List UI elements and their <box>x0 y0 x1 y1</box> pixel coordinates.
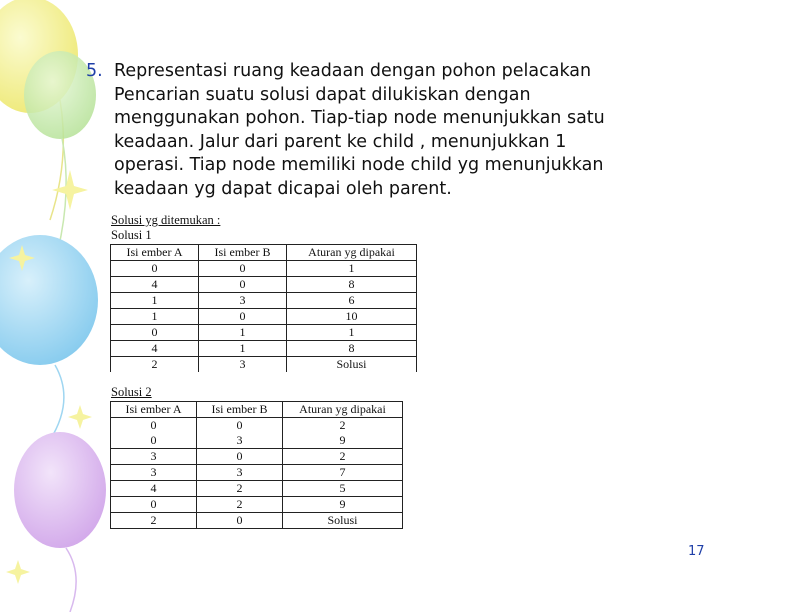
item-heading: Representasi ruang keadaan dengan pohon pelacakan <box>114 61 592 81</box>
item-line: keadaan. Jalur dari parent ke child , menunjukkan 1 <box>114 131 567 152</box>
table-cell: 1 <box>111 309 199 325</box>
table-cell: 9 <box>283 497 403 513</box>
table-cell: 3 <box>111 449 197 465</box>
table-cell: 9 <box>283 433 403 449</box>
table-cell: 2 <box>283 449 403 465</box>
table-cell: 0 <box>111 433 197 449</box>
item-line: operasi. Tiap node memiliki node child yg menunjukkan <box>114 155 604 176</box>
table-cell: 6 <box>287 293 417 309</box>
table-cell: 2 <box>111 513 197 529</box>
header-cell: Isi ember A <box>111 402 197 418</box>
table-row <box>111 325 417 341</box>
item-line: keadaan yg dapat dicapai oleh parent. <box>114 178 452 199</box>
solution2-label: Solusi 2 <box>111 385 152 399</box>
header-cell: Aturan yg dipakai <box>283 402 403 418</box>
page-number: 17 <box>688 544 705 559</box>
table-cell: 2 <box>197 481 283 497</box>
table-row <box>111 293 417 309</box>
table-row <box>111 357 417 373</box>
table-cell: 3 <box>197 465 283 481</box>
table-cell: 0 <box>111 418 197 434</box>
table-cell: 3 <box>111 465 197 481</box>
table-cell: 10 <box>287 309 417 325</box>
item-line: Pencarian suatu solusi dapat dilukiskan dengan <box>114 84 531 105</box>
table-cell: 0 <box>197 449 283 465</box>
table-cell: 0 <box>111 497 197 513</box>
table-cell: 4 <box>111 481 197 497</box>
table-cell: 7 <box>283 465 403 481</box>
table-cell: 3 <box>199 293 287 309</box>
item-line: menggunakan pohon. Tiap-tiap node menunjukkan satu <box>114 108 605 129</box>
table-row <box>111 465 403 481</box>
table-cell: 1 <box>287 261 417 277</box>
table-header-row <box>111 245 417 261</box>
table-cell: 0 <box>199 309 287 325</box>
purple-balloon-icon <box>14 432 106 612</box>
header-cell: Isi ember A <box>111 245 199 261</box>
table-row <box>111 261 417 277</box>
solution1-table <box>110 244 417 372</box>
table-cell: Solusi <box>287 357 417 373</box>
table-cell: 0 <box>197 418 283 434</box>
table-row <box>111 513 403 529</box>
table-row <box>111 433 403 449</box>
blue-balloon-icon <box>0 235 98 440</box>
table-cell: 5 <box>283 481 403 497</box>
table-cell: 1 <box>287 325 417 341</box>
table-row <box>111 309 417 325</box>
table-cell: 4 <box>111 341 199 357</box>
table-cell: 0 <box>197 513 283 529</box>
table-cell: 1 <box>199 325 287 341</box>
header-cell: Aturan yg dipakai <box>287 245 417 261</box>
table-cell: Solusi <box>283 513 403 529</box>
table-cell: 1 <box>111 293 199 309</box>
table-cell: 1 <box>199 341 287 357</box>
table-cell: 0 <box>199 261 287 277</box>
table-row <box>111 497 403 513</box>
header-cell: Isi ember B <box>199 245 287 261</box>
table-row <box>111 449 403 465</box>
table-row <box>111 418 403 434</box>
body-text <box>86 60 726 202</box>
table-cell: 2 <box>111 357 199 373</box>
table-cell: 4 <box>111 277 199 293</box>
table-header-row <box>111 402 403 418</box>
table-cell: 0 <box>111 325 199 341</box>
table-cell: 3 <box>199 357 287 373</box>
header-cell: Isi ember B <box>197 402 283 418</box>
table-cell: 8 <box>287 277 417 293</box>
item-number: 5. <box>86 61 103 81</box>
found-solutions-label: Solusi yg ditemukan : <box>111 213 221 227</box>
solution2-table <box>110 401 403 529</box>
table-row <box>111 341 417 357</box>
table-row <box>111 481 403 497</box>
solution1-label: Solusi 1 <box>111 228 152 242</box>
item-first-line <box>86 60 726 84</box>
table-cell: 3 <box>197 433 283 449</box>
table-row <box>111 277 417 293</box>
table-cell: 2 <box>283 418 403 434</box>
table-cell: 0 <box>111 261 199 277</box>
table-cell: 2 <box>197 497 283 513</box>
table-cell: 8 <box>287 341 417 357</box>
table-cell: 0 <box>199 277 287 293</box>
